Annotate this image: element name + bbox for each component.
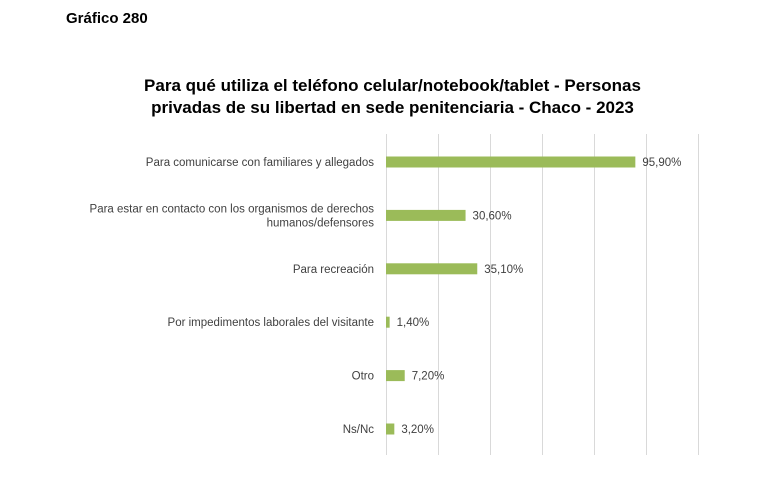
chart-title-line-2: privadas de su libertad en sede penitenciaria - Chaco - 2023	[151, 98, 634, 117]
category-label-1-line-2: humanos/defensores	[266, 217, 374, 230]
category-label-1-line-1: Para estar en contacto con los organismos de derechos	[89, 203, 374, 216]
category-label-0: Para comunicarse con familiares y allegados	[145, 157, 374, 169]
bar-2	[386, 263, 477, 274]
value-label-3: 1,40%	[396, 317, 430, 330]
category-label-5: Ns/Nc	[342, 424, 374, 436]
value-label-5: 3,20%	[401, 424, 434, 436]
category-label-3: Por impedimentos laborales del visitante	[167, 317, 374, 330]
category-label-4: Otro	[351, 370, 374, 383]
chart-title-line-1: Para qué utiliza el teléfono celular/notebook/tablet - Personas	[144, 76, 641, 95]
value-label-1: 30,60%	[472, 210, 512, 223]
bar-3	[386, 317, 390, 328]
bar-5	[386, 424, 394, 435]
figure-label: Gráfico 280	[66, 10, 148, 27]
category-label-2: Para recreación	[292, 263, 374, 276]
value-label-2: 35,10%	[484, 263, 524, 276]
value-label-4: 7,20%	[411, 370, 445, 383]
bar-0	[386, 157, 635, 168]
bar-1	[386, 210, 466, 221]
value-label-0: 95,90%	[642, 157, 682, 169]
bar-4	[386, 370, 405, 381]
